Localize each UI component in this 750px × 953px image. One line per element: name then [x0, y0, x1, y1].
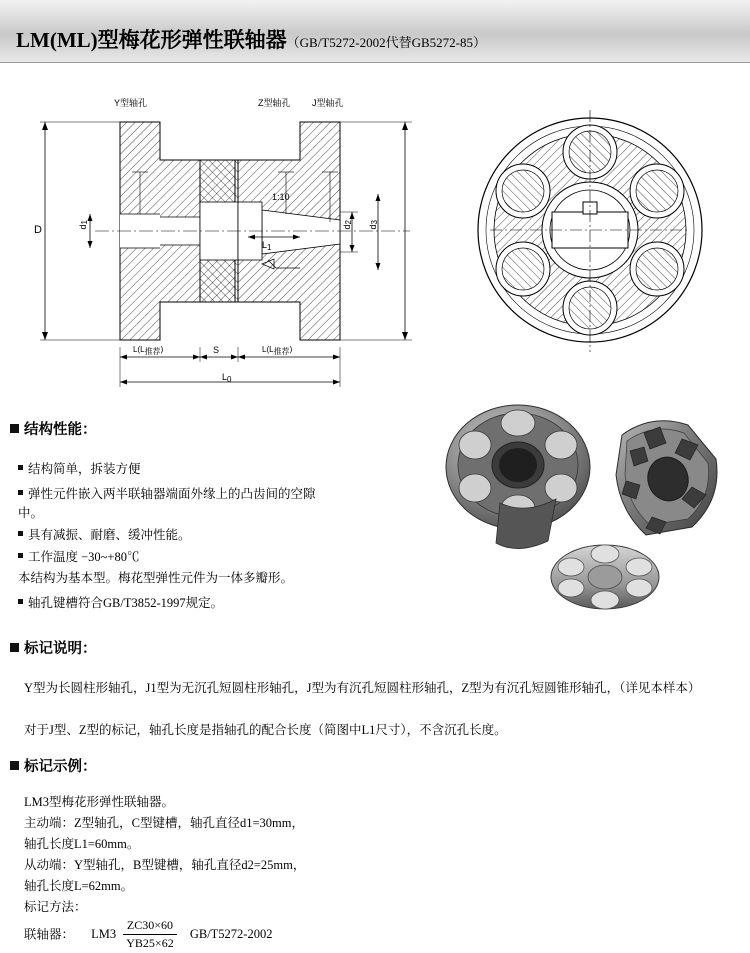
label-dim-d1: $d_1$: [78, 220, 89, 230]
structure-note-1: [18, 595, 223, 612]
drawing-svg: [0, 62, 750, 407]
marking-result-prefix: 联轴器：: [24, 927, 75, 942]
structure-note-0: 本结构为基本型。梅花型弹性元件为一体多瓣形。: [18, 571, 294, 585]
marking-result-model: LM3: [91, 927, 117, 942]
marking-result-numerator: ZC30×60: [126, 918, 174, 932]
product-photo: [430, 395, 740, 620]
structure-item-0: [18, 461, 141, 478]
label-dim-L-right: $L(L_{推荐})$: [262, 345, 293, 356]
dot-bullet-icon: [18, 553, 23, 558]
marking-note-paragraph-1: Y型为长圆柱形轴孔，J1型为无沉孔短圆柱形轴孔，J型为有沉孔短圆柱形轴孔，Z型为有沉孔短圆锥形轴孔，（详见本样本）: [24, 681, 701, 695]
square-bullet-icon: [10, 761, 19, 770]
product-photo-svg: [430, 395, 740, 620]
marking-example-line-1: 主动端：Z型轴孔，C型键槽，轴孔直径d1=30mm，: [24, 816, 304, 830]
label-dim-D: D: [34, 224, 42, 236]
section-marking-note-heading: [10, 637, 97, 658]
label-z-bore: Z型轴孔: [258, 98, 291, 108]
marking-result-standard: GB/T5272-2002: [189, 927, 273, 942]
section-structure-heading: [10, 418, 97, 439]
label-taper: 1:10: [272, 192, 290, 202]
marking-result-fraction: [123, 917, 176, 952]
marking-example-line-5: 标记方法：: [24, 900, 87, 914]
marking-note-paragraph-2: 对于J型、Z型的标记，轴孔长度是指轴孔的配合长度（简图中L1尺寸），不含沉孔长度。: [24, 723, 507, 737]
dot-bullet-icon: [18, 599, 23, 604]
page-title-text: LM(ML)型梅花形弹性联轴器: [16, 28, 287, 52]
square-bullet-icon: [10, 643, 19, 652]
structure-item-0-text: 结构简单，拆装方便: [28, 462, 141, 476]
section-marking-example-heading: [10, 755, 97, 776]
structure-item-1-text: 弹性元件嵌入两半联轴器端面外缘上的凸齿间的空隙中。: [18, 487, 316, 520]
section-marking-example-title: 标记示例：: [24, 759, 97, 775]
marking-example-line-4: 轴孔长度L=62mm。: [24, 879, 134, 893]
structure-item-2: [18, 527, 191, 544]
structure-item-1: [18, 485, 338, 523]
structure-item-3: [18, 549, 140, 566]
dot-bullet-icon: [18, 531, 23, 536]
square-bullet-icon: [10, 424, 19, 433]
label-dim-d3: $d_3$: [368, 220, 379, 230]
label-dim-S: S: [213, 345, 220, 355]
section-structure-title: 结构性能：: [24, 422, 97, 438]
label-dim-L-left: $L(L_{推荐})$: [133, 345, 164, 356]
page-title: [16, 24, 486, 54]
page-title-standard: （GB/T5272-2002代替GB5272-85）: [286, 35, 486, 50]
marking-example-line-0: LM3型梅花形弹性联轴器。: [24, 795, 175, 809]
label-j-bore: J型轴孔: [312, 98, 344, 108]
section-marking-note-title: 标记说明：: [24, 641, 97, 657]
dot-bullet-icon: [18, 465, 23, 470]
structure-item-2-text: 具有减振、耐磨、缓冲性能。: [28, 528, 191, 542]
label-dim-L0: $L_0$: [222, 372, 232, 384]
marking-example-line-2: 轴孔长度L1=60mm。: [24, 837, 140, 851]
marking-example-result: [24, 918, 272, 953]
label-y-bore: Y型轴孔: [114, 98, 148, 108]
marking-result-denominator: YB25×62: [123, 934, 176, 952]
dot-bullet-icon: [18, 490, 23, 495]
marking-example-line-3: 从动端：Y型轴孔，B型键槽，轴孔直径d2=25mm，: [24, 858, 306, 872]
structure-item-3-text: 工作温度 −30~+80℃: [28, 550, 140, 564]
technical-drawing: [0, 62, 750, 407]
label-dim-L1: $L_1$: [262, 240, 272, 252]
structure-note-1-text: 轴孔键槽符合GB/T3852-1997规定。: [28, 596, 224, 610]
label-dim-d2: $d_2$: [342, 220, 353, 230]
